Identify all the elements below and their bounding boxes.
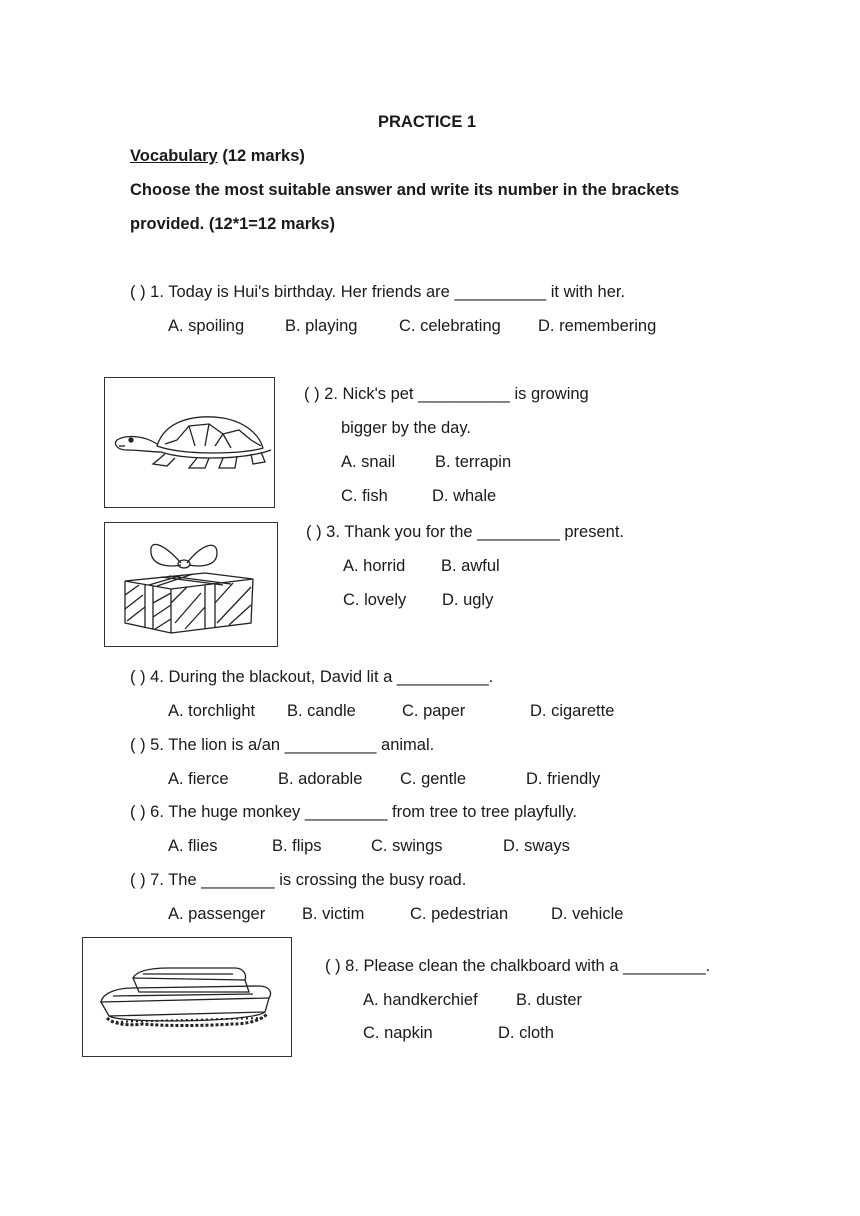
q3-option-d[interactable]: D. ugly: [442, 591, 494, 609]
question-1-stem: ( ) 1. Today is Hui's birthday. Her friends are __________ it with her.: [130, 283, 626, 301]
q1-option-a[interactable]: A. spoiling: [168, 317, 245, 335]
q2-option-c[interactable]: C. fish: [341, 487, 388, 505]
question-7-stem: ( ) 7. The ________ is crossing the busy road.: [130, 871, 467, 889]
q1-option-b[interactable]: B. playing: [285, 317, 358, 335]
page-title: PRACTICE 1: [378, 113, 477, 131]
q6-option-c[interactable]: C. swings: [371, 837, 443, 855]
q4-option-d[interactable]: D. cigarette: [530, 702, 615, 720]
q3-option-a[interactable]: A. horrid: [343, 557, 406, 575]
q5-option-a[interactable]: A. fierce: [168, 770, 229, 788]
q1-option-d[interactable]: D. remembering: [538, 317, 657, 335]
q6-option-d[interactable]: D. sways: [503, 837, 570, 855]
q8-option-c[interactable]: C. napkin: [363, 1024, 433, 1042]
gift-box-picture: [104, 522, 278, 647]
section-title: Vocabulary: [130, 147, 218, 165]
question-2-stem-continued: bigger by the day.: [341, 419, 471, 437]
q5-option-c[interactable]: C. gentle: [400, 770, 467, 788]
q5-option-b[interactable]: B. adorable: [278, 770, 363, 788]
q8-option-b[interactable]: B. duster: [516, 991, 583, 1009]
q2-option-b[interactable]: B. terrapin: [435, 453, 512, 471]
question-2-stem: ( ) 2. Nick's pet __________ is growing: [304, 385, 589, 403]
q7-option-c[interactable]: C. pedestrian: [410, 905, 509, 923]
gift-box-icon: [105, 523, 279, 648]
instruction-line-2: provided. (12*1=12 marks): [130, 215, 335, 233]
question-6-stem: ( ) 6. The huge monkey _________ from tree to tree playfully.: [130, 803, 577, 821]
q4-option-c[interactable]: C. paper: [402, 702, 466, 720]
q3-option-c[interactable]: C. lovely: [343, 591, 407, 609]
q2-option-a[interactable]: A. snail: [341, 453, 396, 471]
q7-option-d[interactable]: D. vehicle: [551, 905, 624, 923]
q3-option-b[interactable]: B. awful: [441, 557, 500, 575]
q7-option-b[interactable]: B. victim: [302, 905, 365, 923]
terrapin-icon: [105, 378, 276, 509]
q7-option-a[interactable]: A. passenger: [168, 905, 266, 923]
instruction-line-1: Choose the most suitable answer and write its number in the brackets: [130, 181, 680, 199]
q8-option-d[interactable]: D. cloth: [498, 1024, 554, 1042]
duster-picture: [82, 937, 292, 1057]
duster-icon: [83, 938, 293, 1058]
q5-option-d[interactable]: D. friendly: [526, 770, 601, 788]
q6-option-b[interactable]: B. flips: [272, 837, 322, 855]
q4-option-b[interactable]: B. candle: [287, 702, 356, 720]
section-heading: [130, 146, 305, 166]
question-8-stem: ( ) 8. Please clean the chalkboard with a _________.: [325, 957, 711, 975]
q4-option-a[interactable]: A. torchlight: [168, 702, 256, 720]
q2-option-d[interactable]: D. whale: [432, 487, 497, 505]
terrapin-picture: [104, 377, 275, 508]
q6-option-a[interactable]: A. flies: [168, 837, 218, 855]
q8-option-a[interactable]: A. handkerchief: [363, 991, 478, 1009]
question-5-stem: ( ) 5. The lion is a/an __________ animal.: [130, 736, 435, 754]
question-3-stem: ( ) 3. Thank you for the _________ present.: [306, 523, 624, 541]
question-4-stem: ( ) 4. During the blackout, David lit a __________.: [130, 668, 494, 686]
section-marks: (12 marks): [222, 147, 305, 165]
q1-option-c[interactable]: C. celebrating: [399, 317, 501, 335]
